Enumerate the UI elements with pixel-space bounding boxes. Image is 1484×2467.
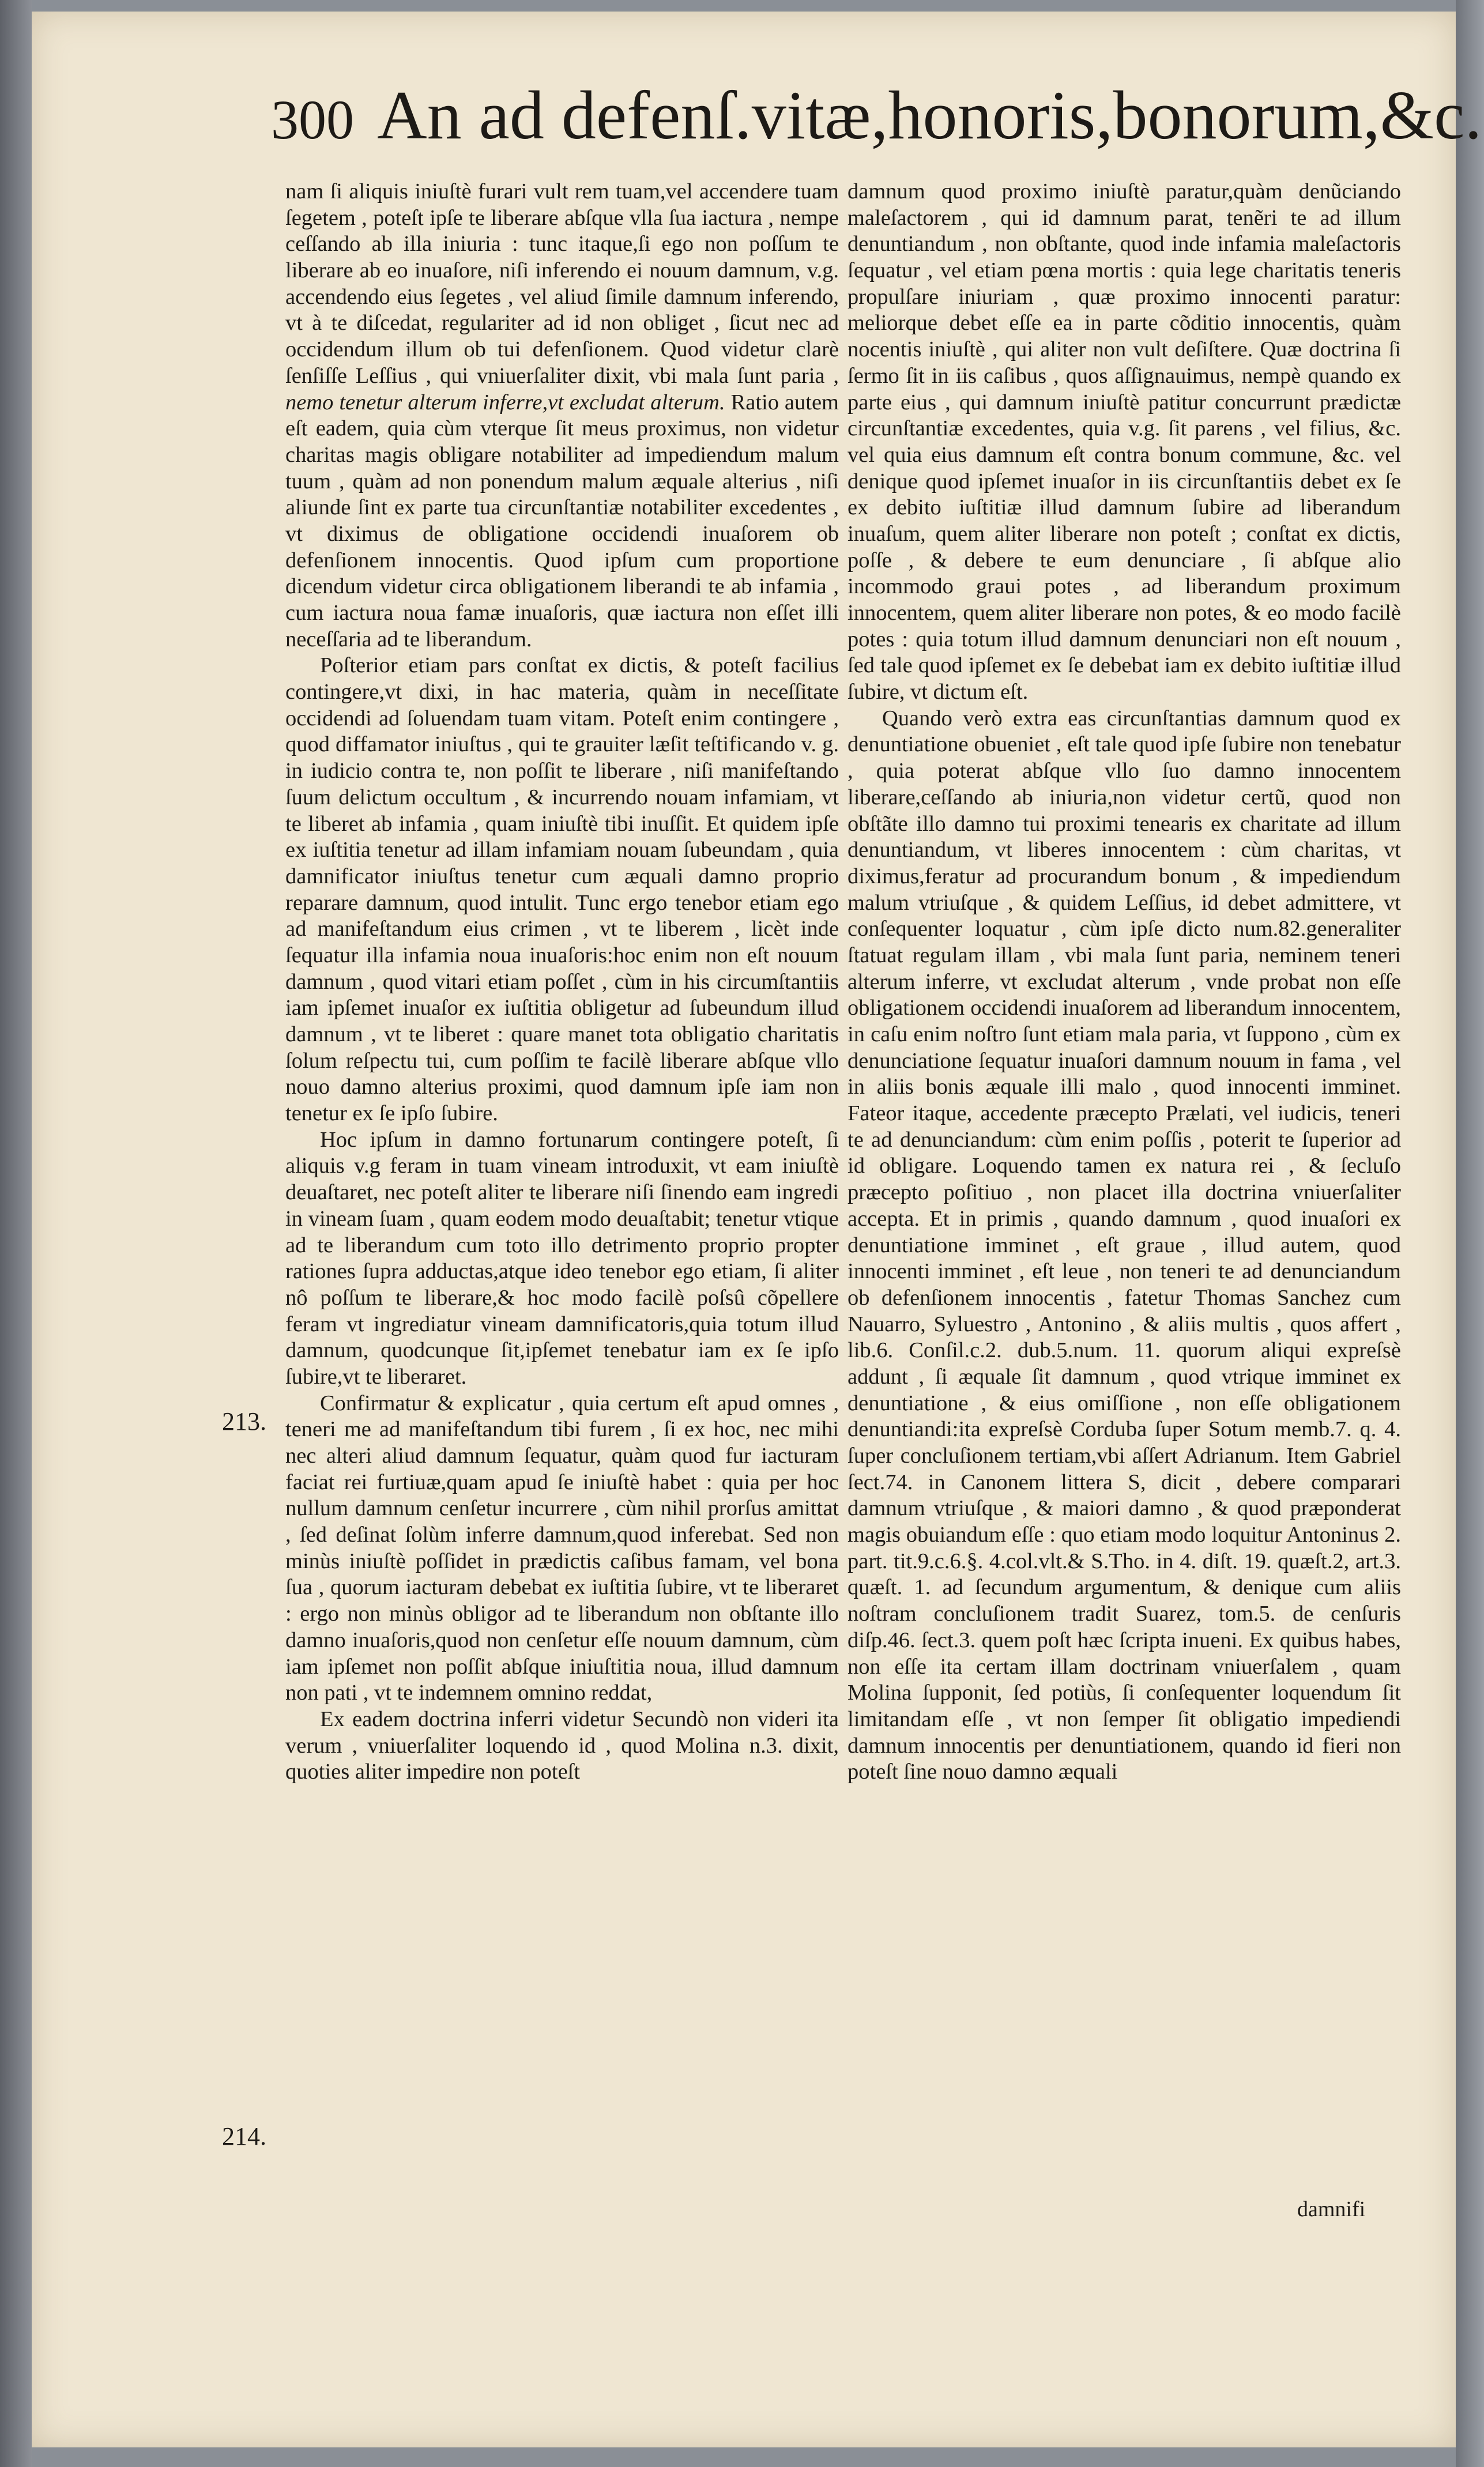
left-column bbox=[285, 179, 839, 1786]
margin-number-214: 214. bbox=[222, 2122, 266, 2150]
page-header bbox=[271, 58, 1482, 173]
paragraph: Hoc ipſum in damno fortunarum contingere poteſt, ſi aliquis v.g feram in tuam vineam introduxit, vt eam iniuſtè deuaſtaret, nec poteſt aliter te liberare niſi ſinendo eam ingredi in vineam ſuam , quam eodem modo deuaſtabit; tenetur vtique ad te liberandum cum toto illo detrimento proprio propter rationes ſupra adductas,atque ideo tenebor ego etiam, ſi aliter nô poſſum te liberare,& hoc modo facilè poſsû cõpellere feram vt ingrediatur vineam damnificatoris,quia totum illud damnum, quodcunque ſit,ipſemet tenebatur iam ex ſe ipſo ſubire,vt te liberaret. bbox=[285, 1127, 839, 1389]
catchword: damnifi bbox=[1297, 2197, 1366, 2221]
margin-number-213: 213. bbox=[222, 1407, 266, 1436]
paragraph bbox=[285, 179, 839, 653]
running-title: An ad defenſ.vitæ,honoris,bonorum,&c. bbox=[377, 77, 1482, 153]
page-number: 300 bbox=[271, 89, 354, 150]
paragraph: damnum quod proximo iniuſtè paratur,quàm denũciando maleſactorem , qui id damnum parat, tenẽri te ad illum denuntiandum , non obſtante, quod inde infamia maleſactoris ſequatur , vel etiam pœna mortis : quia lege charitatis teneris propulſare iniuriam , quæ proximo innocenti paratur: meliorque debet eſſe ea in parte cõditio innocentis, quàm nocentis iniuſtè , qui aliter non vult deſiſtere. Quæ doctrina ſi ſermo ſit in iis caſibus , quos aſſignauimus, nempè quando ex parte eius , qui damnum iniuſtè patitur concurrunt prædictæ circunſtantiæ excedentes, quia v.g. ſit parens , vel filius, &c. vel quia eius damnum eſt contra bonum commune, &c. vel denique quod ipſemet inuaſor in iis circunſtantiis debet ex ſe ex debito iuſtitiæ illud damnum ſubire ad liberandum inuaſum, quem aliter liberare non poteſt ; conſtat ex dictis, poſſe , & debere te eum denunciare , ſi abſque alio incommodo graui potes , ad liberandum proximum innocentem, quem aliter liberare non potes, & eo modo facilè potes : quia totum illud damnum denunciari non eſt nouum , ſed tale quod ipſemet ex ſe debebat iam ex debito iuſtitiæ illud ſubire, vt dictum eſt. bbox=[848, 179, 1401, 705]
paragraph: Quando verò extra eas circunſtantias damnum quod ex denuntiatione obueniet , eſt tale quod ipſe ſubire non tenebatur , quia poterat abſque vllo ſuo damno innocentem liberare,ceſſando ab iniuria,non videtur certũ, quod non obſtãte illo damno tui proximi tenearis ex charitate ad illum denuntiandum, vt liberes innocentem : cùm charitas, vt diximus,feratur ad procurandum bonum , & impediendum malum vtriuſque , & quidem Leſſius, id debet admittere, vt conſequenter loquatur , cùm ipſe dicto num.82.generaliter ſtatuat regulam illam , vbi mala ſunt paria, neminem teneri alterum inferre, vt excludat alterum , vnde probat non eſſe obligationem occidendi inuaſorem ad liberandum innocentem, in caſu enim noſtro ſunt etiam mala paria, vt ſuppono , cùm ex denunciatione ſequatur inuaſori damnum nouum in fama , vel in aliis bonis æquale illi malo , quod innocenti imminet. Fateor itaque, accedente præcepto Prælati, vel iudicis, teneri te ad denunciandum: cùm enim poſſis , poterit te ſuperior ad id obligare. Loquendo tamen ex natura rei , & ſecluſo præcepto poſitiuo , non placet illa doctrina vniuerſaliter accepta. Et in primis , quando damnum , quod inuaſori ex denuntiatione imminet , eſt graue , illud autem, quod innocenti imminet , eſt leue , non teneri te ad denunciandum ob defenſionem innocentis , fatetur Thomas Sanchez cum Nauarro, Syluestro , Antonino , & aliis multis , quos affert , lib.6. Conſil.c.2. dub.5.num. 11. quorum aliqui expreſsè addunt , ſi æquale ſit damnum , quod vtrique imminet ex denuntiatione , & eius omiſſione , non eſſe obligationem denuntiandi:ita expreſsè Corduba ſuper Sotum memb.7. q. 4. ſuper concluſionem tertiam,vbi aſſert Adrianum. Item Gabriel ſect.74. in Canonem littera S, dicit , debere comparari damnum vtriuſque , & maiori damno , & quod præponderat magis obuiandum eſſe : quo etiam modo loquitur Antoninus 2. part. tit.9.c.6.§. 4.col.vlt.& S.Tho. in 4. diſt. 19. quæſt.2, art.3. quæſt. 1. ad ſecundum argumentum, & denique cum aliis noſtram concluſionem tradit Suarez, tom.5. de cenſuris diſp.46. ſect.3. quem poſt hæc ſcripta inueni. Ex quibus habes, non eſſe ita certam illam doctrinam vniuerſalem , quam Molina ſupponit, ſed potiùs, ſi conſequenter loquendum ſit limitandam eſſe , vt non ſemper ſit obligatio impediendi damnum innocentis per denuntiationem, quando id fieri non poteſt ſine nouo damno æquali bbox=[848, 706, 1401, 1784]
page-edge-background bbox=[1456, 0, 1484, 2467]
paragraph: Ex eadem doctrina inferri videtur Secundò non videri ita verum , vniuerſaliter loquendo id , quod Molina n.3. dixit, quoties aliter impedire non poteſt bbox=[285, 1707, 839, 1784]
italic-quote: nemo tenetur alterum inferre,vt excludat alterum. bbox=[285, 390, 725, 415]
right-column bbox=[848, 179, 1401, 1786]
paragraph: Confirmatur & explicatur , quia certum eſt apud omnes , teneri me ad manifeſtandum tibi furem , ſi ex hoc, nec mihi nec alteri aliud damnum ſequatur, quàm quod fur iacturam faciat rei furtiuæ,quam apud ſe iniuſtè habet : quia per hoc nullum damnum cenſetur incurrere , cùm nihil prorſus amittat , ſed deſinat ſolùm inferre damnum,quod inferebat. Sed non minùs iniuſtè poſſidet in prædictis caſibus famam, vel bona ſua , quorum iacturam debebat ex iuſtitia ſubire, vt te liberaret : ergo non minùs obligor ad te liberandum non obſtante illo damno inuaſoris,quod non cenſetur eſſe nouum damnum, cùm iam ipſemet non poſſit abſque iniuſtitia noua, illud damnum non pati , vt te indemnem omnino reddat, bbox=[285, 1391, 839, 1705]
paragraph: Poſterior etiam pars conſtat ex dictis, & poteſt facilius contingere,vt dixi, in hac materia, quàm in neceſſitate occidendi ad ſoluendam tuam vitam. Poteſt enim contingere , quod diffamator iniuſtus , qui te grauiter læſit teſtificando v. g. in iudicio contra te, non poſſit te liberare , niſi manifeſtando ſuum delictum occultum , & incurrendo nouam infamiam, vt te liberet ab infamia , quam iniuſtè tibi inuſſit. Et quidem ipſe ex iuſtitia tenetur ad illam infamiam nouam ſubeundam , quia damnificator iniuſtus tenetur cum æquali damno proprio reparare damnum, quod intulit. Tunc ergo tenebor etiam ego ad manifeſtandum eius crimen , vt te liberem , licèt inde ſequatur illa infamia noua inuaſoris:hoc enim non eſt nouum damnum , quod vitari etiam poſſet , cùm in his circumſtantiis iam ipſemet inuaſor ex iuſtitia obligetur ad ſubeundum illud damnum , vt te liberet : quare manet tota obligatio charitatis ſolum reſpectu tui, cum poſſim te facilè liberare abſque vllo nouo damno alterius proximi, quod damnum ipſe iam non tenetur ex ſe ipſo ſubire. bbox=[285, 653, 839, 1126]
text-run: nam ſi aliquis iniuſtè furari vult rem tuam,vel accendere tuam ſegetem , poteſt ipſe te liberare abſque vlla ſua iactura , nempe ceſſando ab illa iniuria : tunc itaque,ſi ego non poſſum te liberare ab eo inuaſore, niſi inferendo ei nouum damnum, v.g. accendendo eius ſegetes , vel aliud ſimile damnum inferendo, vt à te diſcedat, regulariter ad id non obliget , ſicut nec ad occidendum illum ob tui defenſionem. Quod videtur clarè ſenſiſſe Leſſius , qui vniuerſaliter dixit, vbi mala ſunt paria , bbox=[285, 179, 839, 388]
text-run: Ratio autem eſt eadem, quia cùm vterque ſit meus proximus, non videtur charitas magis obligare notabiliter ad impediendum malum tuum , quàm ad non ponendum malum æquale alterius , niſi aliunde ſint ex parte tua circunſtantiæ notabiliter excedentes , vt diximus de obligatione occidendi inuaſorem ob defenſionem innocentis. Quod ipſum cum proportione dicendum videtur circa obligationem liberandi te ab infamia , cum iactura noua famæ inuaſoris, quæ iactura non eſſet illi neceſſaria ad te liberandum. bbox=[285, 390, 839, 651]
book-gutter bbox=[0, 0, 32, 2467]
